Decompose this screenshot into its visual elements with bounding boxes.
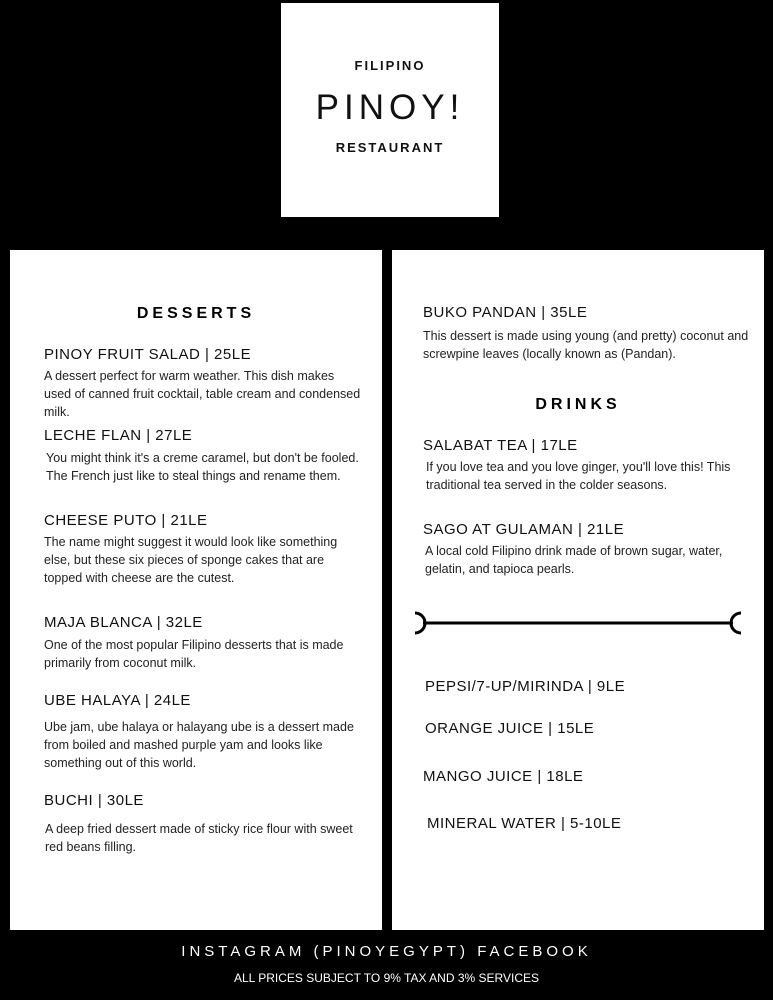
- decorative-divider: [413, 611, 743, 635]
- social-links: INSTAGRAM (PINOYEGYPT) FACEBOOK: [181, 943, 592, 960]
- menu-item-description: Ube jam, ube halaya or halayang ube is a dessert made from boiled and mashed purple yam and looks like something out of this world.: [44, 720, 354, 770]
- menu-item-name: CHEESE PUTO | 21LE: [44, 512, 208, 529]
- price-note: ALL PRICES SUBJECT TO 9% TAX AND 3% SERVICES: [233, 971, 539, 985]
- logo-top-label: FILIPINO: [354, 58, 426, 73]
- drinks-heading: DRINKS: [535, 396, 621, 413]
- desserts-heading: DESSERTS: [136, 305, 256, 322]
- menu-item-name: BUCHI | 30LE: [44, 792, 144, 809]
- menu-item-name: MAJA BLANCA | 32LE: [44, 614, 203, 631]
- menu-item-description: One of the most popular Filipino desserts that is made primarily from coconut milk.: [44, 638, 344, 670]
- menu-item-description: A dessert perfect for warm weather. This dish makes used of canned fruit cocktail, table cream and condensed milk.: [44, 369, 361, 419]
- menu-item-name: ORANGE JUICE | 15LE: [425, 720, 595, 737]
- menu-item-description: You might think it's a creme caramel, but don't be fooled. The French just like to steal things and rename them.: [46, 451, 359, 483]
- menu-item-name: SAGO AT GULAMAN | 21LE: [423, 521, 625, 538]
- menu-item-description: A local cold Filipino drink made of brown sugar, water, gelatin, and tapioca pearls.: [425, 544, 723, 576]
- menu-item-name: MANGO JUICE | 18LE: [423, 768, 584, 785]
- restaurant-logo: [281, 3, 499, 217]
- brand-name: PINOY!: [315, 88, 465, 127]
- menu-item-name: BUKO PANDAN | 35LE: [423, 304, 588, 321]
- menu-item-description: This dessert is made using young (and pretty) coconut and screwpine leaves (locally known as (Pandan).: [423, 329, 749, 361]
- menu-item-name: MINERAL WATER | 5-10LE: [427, 815, 622, 832]
- menu-item-name: LECHE FLAN | 27LE: [44, 427, 193, 444]
- menu-item-description: A deep fried dessert made of sticky rice flour with sweet red beans filling.: [45, 822, 353, 854]
- drinks-panel: [392, 250, 764, 930]
- menu-item-name: UBE HALAYA | 24LE: [44, 692, 191, 709]
- menu-item-description: The name might suggest it would look like something else, but these six pieces of sponge cakes that are topped with cheese are the cutest.: [44, 535, 338, 585]
- menu-item-name: PINOY FRUIT SALAD | 25LE: [44, 346, 252, 363]
- menu-item-name: SALABAT TEA | 17LE: [423, 437, 578, 454]
- logo-bottom-label: RESTAURANT: [335, 140, 445, 155]
- menu-item-description: If you love tea and you love ginger, you'll love this! This traditional tea served in the colder seasons.: [426, 460, 731, 492]
- desserts-panel: [10, 250, 382, 930]
- menu-item-name: PEPSI/7-UP/MIRINDA | 9LE: [425, 678, 626, 695]
